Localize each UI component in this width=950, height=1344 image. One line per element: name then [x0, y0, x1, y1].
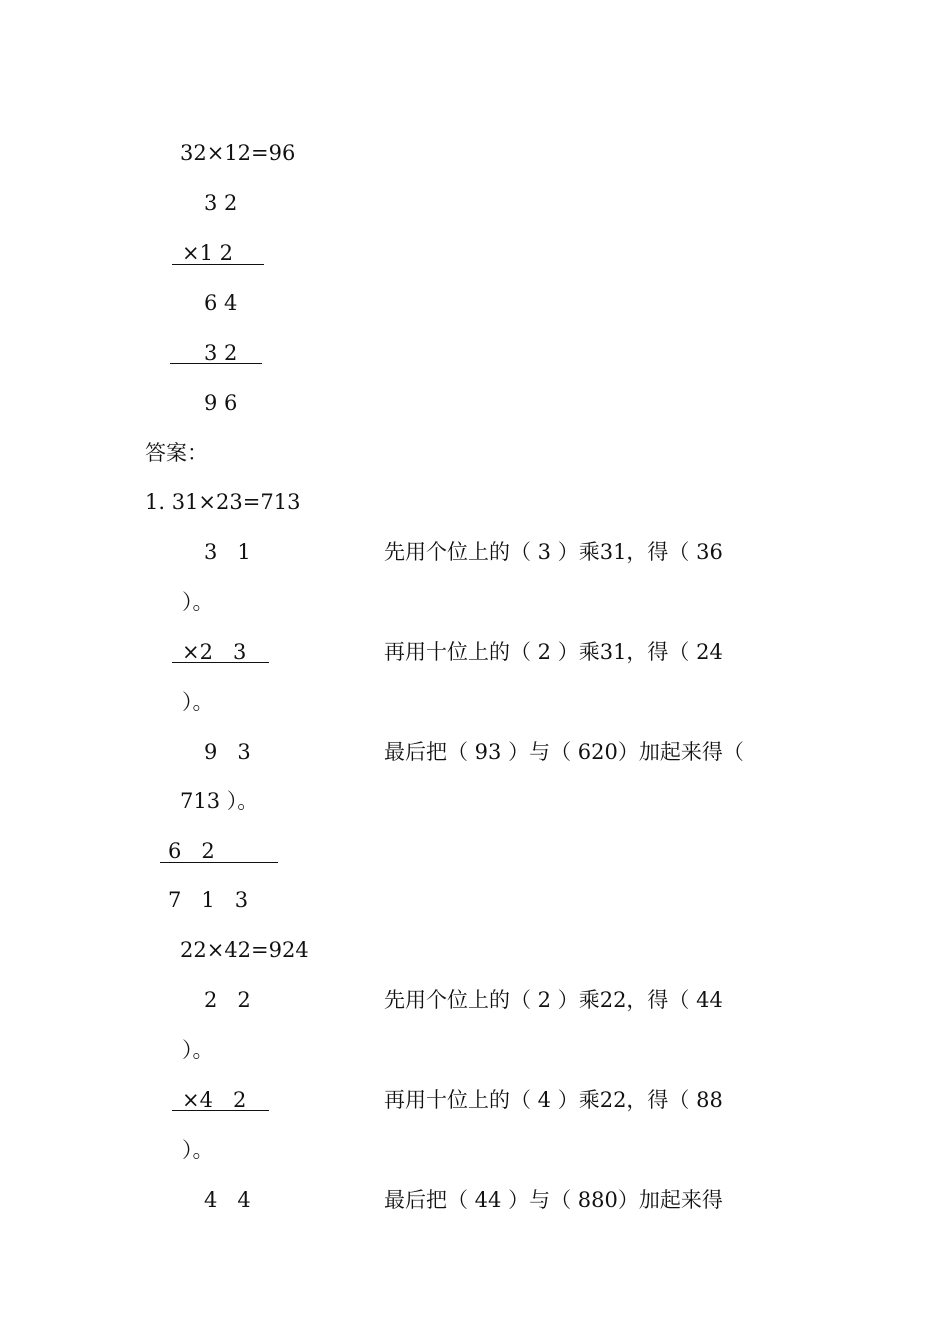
multiplicand-row: 3 2 [204, 191, 238, 215]
equation-22x42: 22×42=924 [180, 938, 309, 962]
multiplier-row: ×4 2 [182, 1088, 247, 1112]
calc-divider-line [172, 264, 264, 265]
multiplier-row: ×2 3 [182, 640, 247, 664]
step-text-continuation: ）。 [182, 690, 214, 714]
partial-product-row: 4 4 [204, 1188, 251, 1212]
answer-heading: 答案： [145, 441, 208, 465]
partial-product-row: 6 4 [204, 291, 238, 315]
step-text: 再用十位上的（ 4 ）乘22，得（ 88 [384, 1088, 723, 1112]
calc-divider-line [170, 363, 262, 364]
step-text: 先用个位上的（ 2 ）乘22，得（ 44 [384, 988, 723, 1012]
equation-31x23: 1. 31×23=713 [145, 490, 301, 514]
partial-product-row: 3 2 [204, 341, 238, 365]
step-text-continuation: 713 ）。 [180, 789, 259, 813]
product-row: 9 6 [204, 391, 238, 415]
step-text: 再用十位上的（ 2 ）乘31，得（ 24 [384, 640, 723, 664]
multiplicand-row: 2 2 [204, 988, 251, 1012]
calc-divider-line [172, 662, 269, 663]
partial-product-row: 9 3 [204, 740, 251, 764]
calc-divider-line [172, 1110, 269, 1111]
multiplier-row: ×1 2 [182, 241, 233, 265]
product-row: 7 1 3 [168, 888, 249, 912]
multiplicand-row: 3 1 [204, 540, 251, 564]
partial-product-row: 6 2 [168, 839, 215, 863]
step-text-continuation: ）。 [182, 1138, 214, 1162]
step-text: 先用个位上的（ 3 ）乘31，得（ 36 [384, 540, 723, 564]
equation-32x12: 32×12=96 [180, 141, 296, 165]
step-text: 最后把（ 93 ）与（ 620）加起来得（ [384, 740, 744, 764]
step-text-continuation: ）。 [182, 1038, 214, 1062]
step-text-continuation: ）。 [182, 590, 214, 614]
calc-divider-line [160, 862, 278, 863]
step-text: 最后把（ 44 ）与（ 880）加起来得 [384, 1188, 723, 1212]
